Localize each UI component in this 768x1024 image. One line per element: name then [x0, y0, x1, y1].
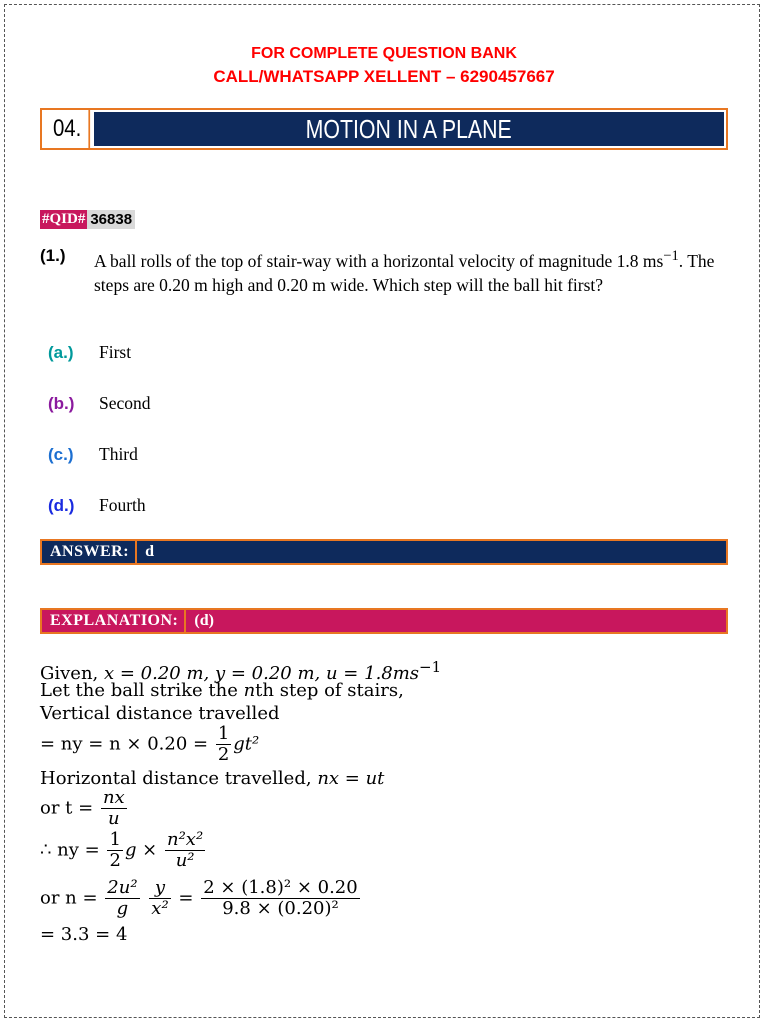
horizontal-b: nx = ut	[317, 768, 385, 789]
solution-vertical: Vertical distance travelled	[40, 703, 280, 724]
eq4-fraction1	[105, 878, 139, 919]
promo-line-1: FOR COMPLETE QUESTION BANK	[251, 45, 517, 62]
eq3-fraction2	[165, 830, 205, 871]
chapter-title-text: MOTION IN A PLANE	[305, 113, 513, 144]
option-b[interactable]	[48, 393, 151, 414]
given-values: x = 0.20 m, y = 0.20 m, u = 1.8ms	[104, 663, 420, 684]
eq4-den1: g	[105, 898, 139, 919]
eq3-b: g ×	[124, 839, 158, 861]
solution-result: = 3.3 = 4	[40, 924, 128, 945]
eq3-den1: 2	[109, 850, 121, 871]
promo-line-2: CALL/WHATSAPP XELLENT – 6290457667	[213, 67, 555, 86]
eq1-fraction	[216, 724, 231, 765]
option-d[interactable]	[48, 495, 146, 516]
qid-badge	[40, 208, 135, 230]
eq1-b: gt²	[233, 733, 260, 755]
qid-value: 36838	[87, 210, 135, 229]
explanation-bar	[40, 608, 728, 634]
explanation-label: EXPLANATION:	[42, 610, 186, 632]
chapter-title	[94, 112, 724, 146]
eq1-a: = ny = n × 0.20 =	[40, 733, 209, 755]
answer-value: d	[145, 543, 154, 560]
question-text-main: A ball rolls of the top of stair-way with a horizontal velocity of magnitude 1.8 ms	[94, 250, 664, 271]
solution-eq1	[40, 724, 259, 765]
eq1-num: 1	[217, 723, 230, 744]
given-prefix: Given,	[40, 663, 104, 684]
strike-c: th step of stairs,	[255, 680, 404, 701]
eq3-a: ∴ ny =	[40, 839, 100, 861]
answer-label: ANSWER:	[42, 541, 137, 563]
eq1-den: 2	[217, 744, 230, 765]
solution-strike	[40, 680, 404, 702]
answer-bar	[40, 539, 728, 565]
eq3-den2: u²	[165, 850, 205, 871]
question-text-sup: −1	[663, 248, 679, 264]
explanation-value: (d)	[194, 612, 214, 629]
question-number: (1.)	[40, 246, 66, 265]
chapter-header	[40, 108, 728, 150]
option-b-text: Second	[99, 393, 151, 413]
eq3-num1: 1	[109, 829, 121, 850]
eq2-a: or t =	[40, 797, 94, 819]
option-a[interactable]	[48, 342, 131, 363]
option-c[interactable]	[48, 444, 138, 465]
question-text	[94, 244, 734, 297]
option-c-text: Third	[99, 444, 138, 464]
eq4-a: or n =	[40, 887, 98, 909]
solution-eq3	[40, 830, 207, 871]
option-a-label: (a.)	[48, 343, 74, 362]
solution-eq4	[40, 878, 362, 919]
option-a-text: First	[99, 342, 132, 362]
horizontal-a: Horizontal distance travelled,	[40, 768, 318, 789]
qid-label: #QID#	[42, 210, 86, 227]
question-text-rest: . The steps are 0.20 m high and 0.20 m wide. Which step will the ball hit first?	[94, 250, 715, 295]
eq3-num2: n²x²	[167, 829, 204, 850]
eq4-num3: 2 × (1.8)² × 0.20	[203, 877, 358, 898]
eq4-b: =	[178, 887, 194, 909]
strike-a: Let the ball strike the	[40, 680, 244, 701]
eq4-num1: 2u²	[107, 877, 138, 898]
strike-b: n	[243, 680, 256, 701]
eq2-num: nx	[102, 787, 125, 808]
eq3-fraction1	[107, 830, 122, 871]
eq4-den3: 9.8 × (0.20)²	[201, 898, 359, 919]
eq4-num2: y	[154, 877, 166, 898]
solution-eq2	[40, 788, 129, 829]
option-b-label: (b.)	[48, 394, 75, 413]
eq2-fraction	[101, 788, 127, 829]
eq4-fraction3	[201, 878, 359, 919]
eq4-fraction2	[149, 878, 170, 919]
chapter-number: 04.	[46, 110, 90, 148]
solution-horizontal	[40, 768, 384, 790]
option-d-text: Fourth	[99, 495, 146, 515]
eq4-den2: x²	[151, 898, 169, 919]
option-c-label: (c.)	[48, 445, 74, 464]
eq2-den: u	[101, 808, 127, 829]
given-sup: −1	[419, 658, 442, 676]
option-d-label: (d.)	[48, 496, 75, 515]
